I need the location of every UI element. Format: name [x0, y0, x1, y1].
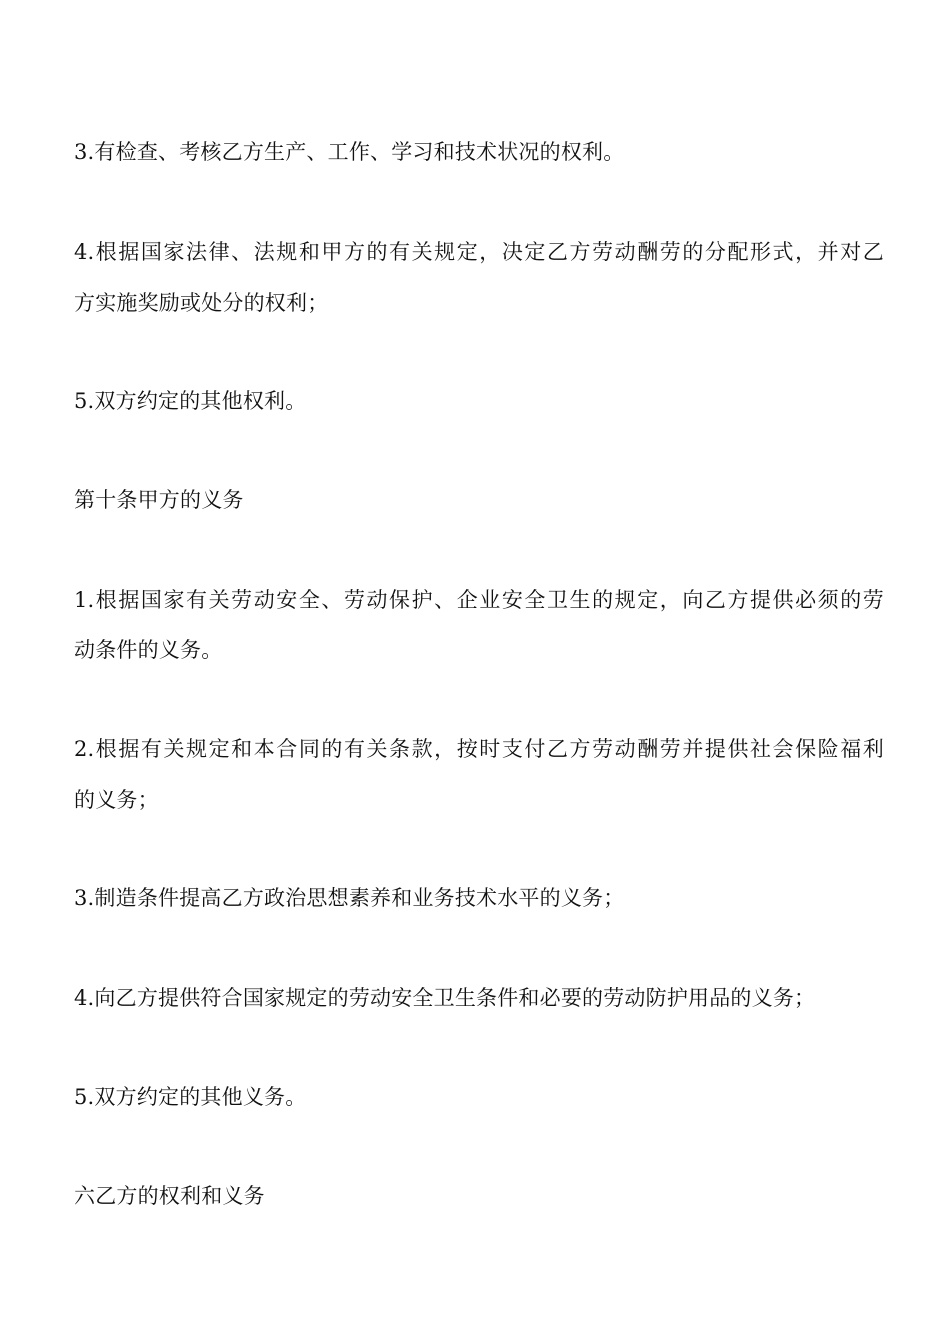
clause-10-item-3: 3.制造条件提高乙方政治思想素养和业务技术水平的义务；	[74, 886, 625, 910]
clause-10-item-1-line-2: 动条件的义务。	[74, 638, 223, 662]
section-6-heading: 六乙方的权利和义务	[74, 1184, 265, 1208]
clause-9-item-4-line-1: 4.根据国家法律、法规和甲方的有关规定，决定乙方劳动酬劳的分配形式，并对乙	[74, 240, 884, 264]
clause-10-item-2-line-2: 的义务；	[74, 788, 159, 812]
clause-9-item-5: 5.双方约定的其他权利。	[74, 389, 307, 413]
clause-9-item-3: 3.有检查、考核乙方生产、工作、学习和技术状况的权利。	[74, 140, 625, 164]
clause-9-item-4-line-2: 方实施奖励或处分的权利；	[74, 291, 329, 315]
clause-10-item-2-line-1: 2.根据有关规定和本合同的有关条款，按时支付乙方劳动酬劳并提供社会保险福利	[74, 737, 884, 761]
clause-10-item-5: 5.双方约定的其他义务。	[74, 1085, 307, 1109]
clause-10-item-4: 4.向乙方提供符合国家规定的劳动安全卫生条件和必要的劳动防护用品的义务；	[74, 986, 816, 1010]
clause-10-heading: 第十条甲方的义务	[74, 488, 244, 512]
clause-10-item-1-line-1: 1.根据国家有关劳动安全、劳动保护、企业安全卫生的规定，向乙方提供必须的劳	[74, 588, 884, 612]
